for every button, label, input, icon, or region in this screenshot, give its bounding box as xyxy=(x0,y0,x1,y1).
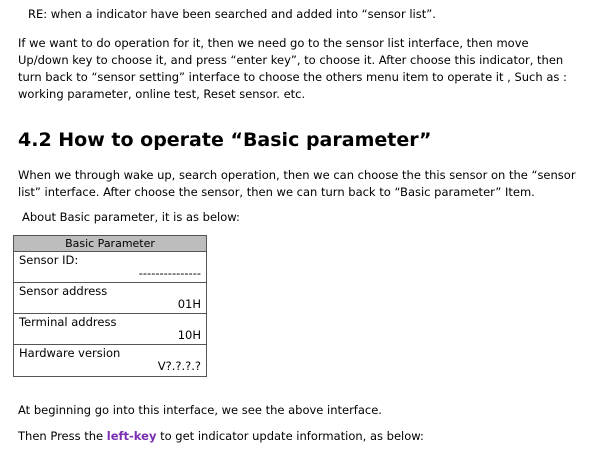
sensor-id-value: --------------- xyxy=(138,266,201,280)
terminal-address-value: 10H xyxy=(177,328,201,342)
sensor-address-label: Sensor address xyxy=(19,284,108,298)
operation-paragraph-line-1: If we want to do operation for it, then we need go to the sensor list interface, then move xyxy=(18,36,529,50)
press-prefix: Then Press the xyxy=(18,429,107,443)
intro-paragraph-line-1: When we through wake up, search operation, then we can choose the this sensor on the “sensor xyxy=(18,168,576,182)
hardware-version-label: Hardware version xyxy=(19,346,121,360)
intro-paragraph-line-2: list” interface. After choose the sensor, then we can turn back to “Basic parameter” Item. xyxy=(18,185,535,199)
panel-row-hardware-version xyxy=(14,345,206,376)
re-note: RE: when a indicator have been searched and added into “sensor list”. xyxy=(28,7,436,21)
operation-paragraph-line-3: turn back to “sensor setting” interface to choose the others menu item to operate it , Such as : xyxy=(18,70,567,84)
operation-paragraph-line-4: working parameter, online test, Reset sensor. etc. xyxy=(18,87,306,101)
operation-paragraph-line-2: Up/down key to choose it, and press “enter key”, to choose it. After choose this indicator, then xyxy=(18,53,564,67)
press-line xyxy=(18,428,424,445)
section-heading: 4.2 How to operate “Basic parameter” xyxy=(18,129,432,151)
press-suffix: to get indicator update information, as below: xyxy=(156,429,424,443)
about-line: About Basic parameter, it is as below: xyxy=(22,210,240,224)
terminal-address-label: Terminal address xyxy=(19,315,117,329)
beginning-line: At beginning go into this interface, we see the above interface. xyxy=(18,403,382,417)
basic-parameter-panel xyxy=(13,235,207,377)
sensor-id-label: Sensor ID: xyxy=(19,253,79,267)
hardware-version-value: V?.?.?.? xyxy=(157,359,201,373)
panel-row-sensor-address xyxy=(14,283,206,314)
panel-row-sensor-id xyxy=(14,252,206,283)
panel-title: Basic Parameter xyxy=(14,236,206,252)
sensor-address-value: 01H xyxy=(177,297,201,311)
panel-row-terminal-address xyxy=(14,314,206,345)
left-key-highlight: left-key xyxy=(106,429,157,443)
